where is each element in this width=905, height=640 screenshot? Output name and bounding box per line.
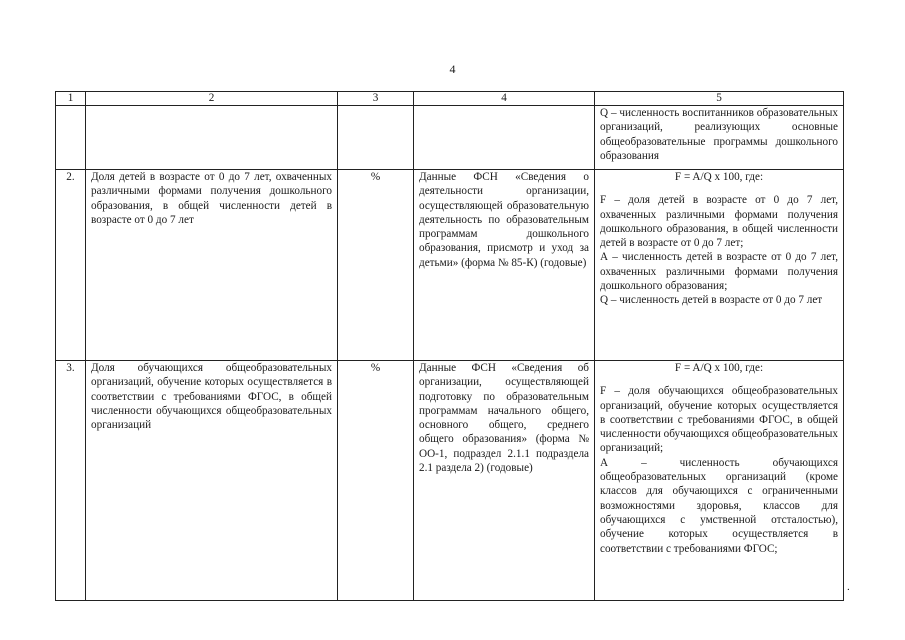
indicators-table xyxy=(55,91,844,601)
empty-cell xyxy=(414,106,595,170)
definition-text: Q – численность детей в возрасте от 0 до 7 лет xyxy=(600,294,823,307)
table-row xyxy=(56,170,844,361)
formula-cell xyxy=(595,361,844,601)
definition-text: А – численность обучающихся общеобразовательных организаций (кроме классов для обучающихся с ограниченными возможностями здоровья, классов для обучающихся с умственной отсталостью), обучение которых осуществляется в соответствии с требованиями ФГОС; xyxy=(600,456,838,555)
empty-cell xyxy=(338,106,414,170)
header-cell: 5 xyxy=(595,92,844,106)
definition-text: F – доля обучающихся общеобразовательных организаций, обучение которых осуществляется в соответствии с требованиями ФГОС, в общей численности обучающихся общеобразовательных организаций; xyxy=(600,385,838,455)
formula-text: F = A/Q х 100, где: xyxy=(674,171,764,183)
indicator-cell: Доля обучающихся общеобразовательных организаций, обучение которых осуществляется в соответствии с требованиями ФГОС, в общей численности обучающихся общеобразовательных организаций xyxy=(86,361,338,601)
formula-cell xyxy=(595,106,844,170)
source-cell: Данные ФСН «Сведения об организации, осуществляющей подготовку по образовательным программам начального общего, основного общего, среднего общего образования» (форма № ОО-1, подраздел 2.1.1 подраздела 2.1 раздела 2) (годовые) xyxy=(414,361,595,601)
formula-cell xyxy=(595,170,844,361)
unit-cell: % xyxy=(338,170,414,361)
header-cell: 4 xyxy=(414,92,595,106)
table-row-continuation xyxy=(56,106,844,170)
source-cell: Данные ФСН «Сведения о деятельности организации, осуществляющей образовательную деятельность по образовательным программам дошкольного образования, присмотр и уход за детьми» (форма № 85-К) (годовые) xyxy=(414,170,595,361)
indicator-cell: Доля детей в возрасте от 0 до 7 лет, охваченных различными формами получения дошкольного образования, в общей численности детей в возрасте от 0 до 7 лет xyxy=(86,170,338,361)
header-cell: 2 xyxy=(86,92,338,106)
empty-cell xyxy=(56,106,86,170)
empty-cell xyxy=(86,106,338,170)
definition-text: Q – численность воспитанников образовательных организаций, реализующих основные общеобразовательные программы дошкольного образования xyxy=(600,107,838,162)
header-cell: 1 xyxy=(56,92,86,106)
table-header-row xyxy=(56,92,844,106)
definition-text: F – доля детей в возрасте от 0 до 7 лет, охваченных различными формами получения дошкольного образования, в общей численности детей в возрасте от 0 до 7 лет; xyxy=(600,194,838,250)
table-row xyxy=(56,361,844,601)
unit-cell: % xyxy=(338,361,414,601)
header-cell: 3 xyxy=(338,92,414,106)
formula-text: F = A/Q х 100, где: xyxy=(674,362,764,374)
row-number: 3. xyxy=(56,361,86,601)
definition-text: А – численность детей в возрасте от 0 до 7 лет, охваченных различными формами получения дошкольного образования; xyxy=(600,251,838,293)
margin-mark: . xyxy=(847,581,850,593)
page-number: 4 xyxy=(449,62,456,76)
row-number: 2. xyxy=(56,170,86,361)
